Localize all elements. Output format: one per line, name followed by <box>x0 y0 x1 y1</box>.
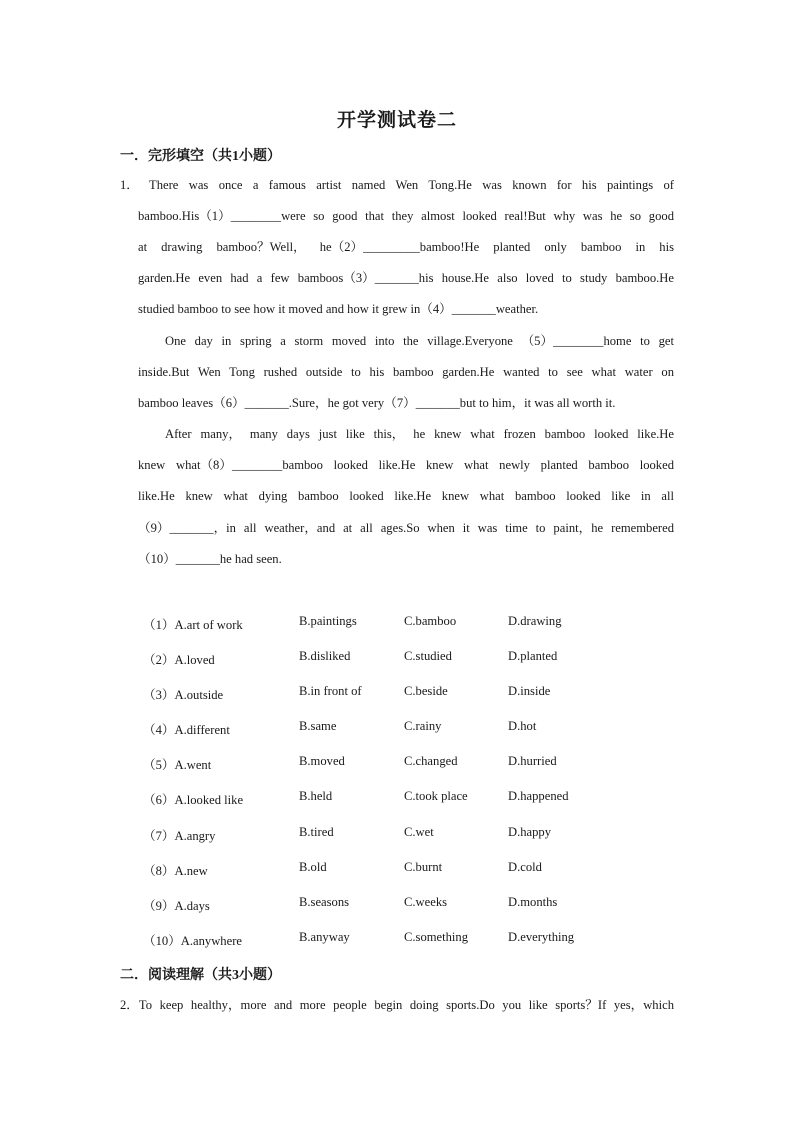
option-d: D.everything <box>508 930 575 944</box>
option-b: B.same <box>299 719 337 733</box>
section-heading-reading: 二．阅读理解（共3小题） <box>120 968 281 983</box>
passage-line: at drawing bamboo？Well， he（2）_________bamboo!He planted only bamboo in his <box>138 240 674 254</box>
passage-line: garden.He even had a few bamboos（3）_______his house.He also loved to study bamboo.He <box>138 271 674 285</box>
option-row <box>143 614 674 634</box>
option-c: C.rainy <box>404 719 442 733</box>
option-row <box>143 860 674 880</box>
option-a: （4）A.different <box>143 723 230 737</box>
passage-line: knew what（8）________bamboo looked like.He knew what newly planted bamboo looked <box>138 458 674 472</box>
option-a: （1）A.art of work <box>143 618 243 632</box>
option-a: （3）A.outside <box>143 688 224 702</box>
option-c: C.something <box>404 930 469 944</box>
option-c: C.burnt <box>404 860 443 874</box>
option-a: （10）A.anywhere <box>143 934 242 948</box>
passage-line: bamboo.His（1）________were so good that they almost looked real!But why was he so good <box>138 209 674 223</box>
passage-line: inside.But Wen Tong rushed outside to his bamboo garden.He wanted to see what water on <box>138 365 674 379</box>
option-c: C.took place <box>404 789 468 803</box>
option-row <box>143 754 674 774</box>
option-row <box>143 930 674 950</box>
option-c: C.wet <box>404 825 434 839</box>
option-d: D.months <box>508 895 558 909</box>
question-2-intro: 2．To keep healthy，more and more people begin doing sports.Do you like sports？If yes，which <box>120 998 674 1012</box>
option-d: D.planted <box>508 649 558 663</box>
option-row <box>143 825 674 845</box>
passage-line: studied bamboo to see how it moved and how it grew in（4）_______weather. <box>138 302 539 316</box>
option-b: B.held <box>299 789 333 803</box>
passage-line: After many， many days just like this， he knew what frozen bamboo looked like.He <box>165 427 674 441</box>
option-d: D.hot <box>508 719 537 733</box>
option-b: B.seasons <box>299 895 350 909</box>
passage-line: like.He knew what dying bamboo looked like.He knew what bamboo looked like in all <box>138 489 674 503</box>
option-d: D.cold <box>508 860 542 874</box>
option-b: B.moved <box>299 754 345 768</box>
option-a: （8）A.new <box>143 864 208 878</box>
option-b: B.disliked <box>299 649 351 663</box>
option-b: B.tired <box>299 825 334 839</box>
passage-line: One day in spring a storm moved into the village.Everyone （5）________home to get <box>165 334 674 348</box>
option-row <box>143 895 674 915</box>
option-c: C.weeks <box>404 895 448 909</box>
page-title: 开学测试卷二 <box>336 110 457 131</box>
section-heading-cloze: 一．完形填空（共1小题） <box>120 149 281 164</box>
option-b: B.old <box>299 860 327 874</box>
option-b: B.anyway <box>299 930 350 944</box>
option-a: （2）A.loved <box>143 653 215 667</box>
option-row <box>143 789 674 809</box>
option-d: D.inside <box>508 684 551 698</box>
option-a: （6）A.looked like <box>143 793 244 807</box>
option-c: C.bamboo <box>404 614 457 628</box>
passage-line: （9）_______，in all weather，and at all ages.So when it was time to paint，he remembered <box>138 521 674 535</box>
option-c: C.changed <box>404 754 458 768</box>
option-d: D.hurried <box>508 754 557 768</box>
passage-line: 1． There was once a famous artist named Wen Tong.He was known for his paintings of <box>120 178 674 192</box>
option-row <box>143 649 674 669</box>
option-a: （7）A.angry <box>143 829 216 843</box>
option-d: D.happened <box>508 789 569 803</box>
option-c: C.studied <box>404 649 452 663</box>
option-b: B.paintings <box>299 614 357 628</box>
passage-line: （10）_______he had seen. <box>138 552 282 566</box>
option-row <box>143 684 674 704</box>
passage-line: bamboo leaves（6）_______.Sure，he got very（7）_______but to him，it was all worth it. <box>138 396 616 410</box>
option-a: （9）A.days <box>143 899 210 913</box>
option-a: （5）A.went <box>143 758 212 772</box>
option-row <box>143 719 674 739</box>
option-d: D.happy <box>508 825 552 839</box>
option-b: B.in front of <box>299 684 362 698</box>
option-d: D.drawing <box>508 614 562 628</box>
option-c: C.beside <box>404 684 448 698</box>
